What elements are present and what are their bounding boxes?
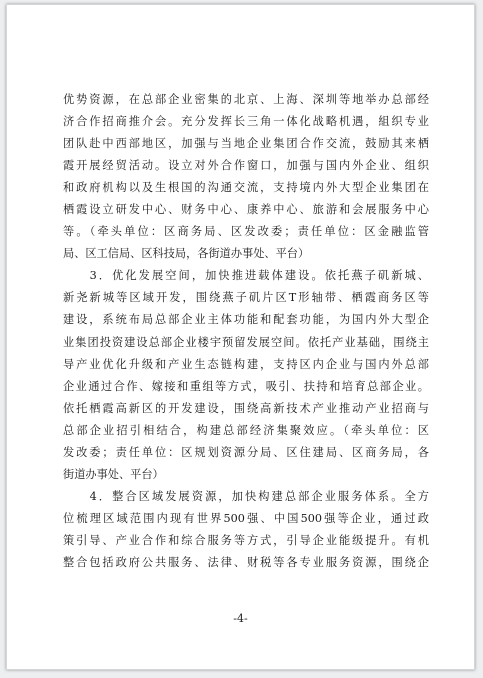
text-line: 3．优化发展空间，加快推进载体建设。依托燕子矶新城、 — [63, 269, 429, 283]
text-line: 济合作招商推介会。充分发挥长三角一体化战略机遇，組织专业 — [63, 115, 429, 129]
text-line: 策引导、产业合作和综合服务等方式，引导企业能级提升。有机 — [63, 533, 429, 547]
text-line: 企业通过合作、嫁接和重组等方式，吸引、扶持和培育总部企业。 — [63, 379, 429, 393]
text-line: 团队赴中西部地区，加强与当地企业集团合作交流，鼓励其来栖 — [63, 137, 429, 151]
text-line: 新尧新城等区域开发，围绕燕子矶片区T形轴带、栖霞商务区等 — [63, 291, 429, 305]
text-line: 优势资源，在总部企业密集的北京、上海、深圳等地举办总部经 — [63, 93, 429, 106]
text-line: 发改委；责任单位：区规划资源分局、区住建局、区商务局，各 — [63, 445, 429, 459]
text-line: 建设，系统布局总部企业主体功能和配套功能，为国内外大型企 — [63, 313, 429, 327]
text-line: 栖霞设立研发中心、财务中心、康养中心、旅游和会展服务中心 — [63, 203, 429, 217]
text-line: 等。（牵头单位：区商务局、区发改委；责任单位：区金融监管 — [63, 225, 429, 239]
text-line: 总部企业招引相结合，构建总部经济集聚效应。（牵头单位：区 — [63, 423, 429, 437]
text-line: 和政府机构以及生根国的沟通交流，支持境内外大型企业集团在 — [63, 181, 429, 195]
text-line: 依托栖霞高新区的开发建设，围绕高新技术产业推动产业招商与 — [63, 401, 429, 415]
text-line: 业集团投资建设总部企业楼宇预留发展空间。依托产业基础，围绕主 — [63, 335, 429, 349]
text-line: 霞开展经贸活动。设立对外合作窗口，加强与国内外企业、组织 — [63, 159, 429, 173]
text-line: 4．整合区域发展资源，加快构建总部企业服务体系。全方 — [63, 489, 429, 503]
text-line: 整合包括政府公共服务、法律、财税等各专业服务资源，围绕企 — [63, 555, 429, 569]
text-line: 位梳理区域范围内现有世界500强、中国500强等企业，通过政 — [63, 511, 429, 525]
body-text — [63, 89, 429, 574]
text-line: 局、区工信局、区科技局，各街道办事处、平台） — [63, 247, 310, 261]
text-line: 街道办事处、平台） — [63, 467, 164, 481]
page-number: -4- — [233, 612, 248, 625]
text-line: 导产业优化升级和产业生态链构建，支持区内企业与国内外总部 — [63, 357, 429, 371]
document-page — [6, 4, 475, 670]
